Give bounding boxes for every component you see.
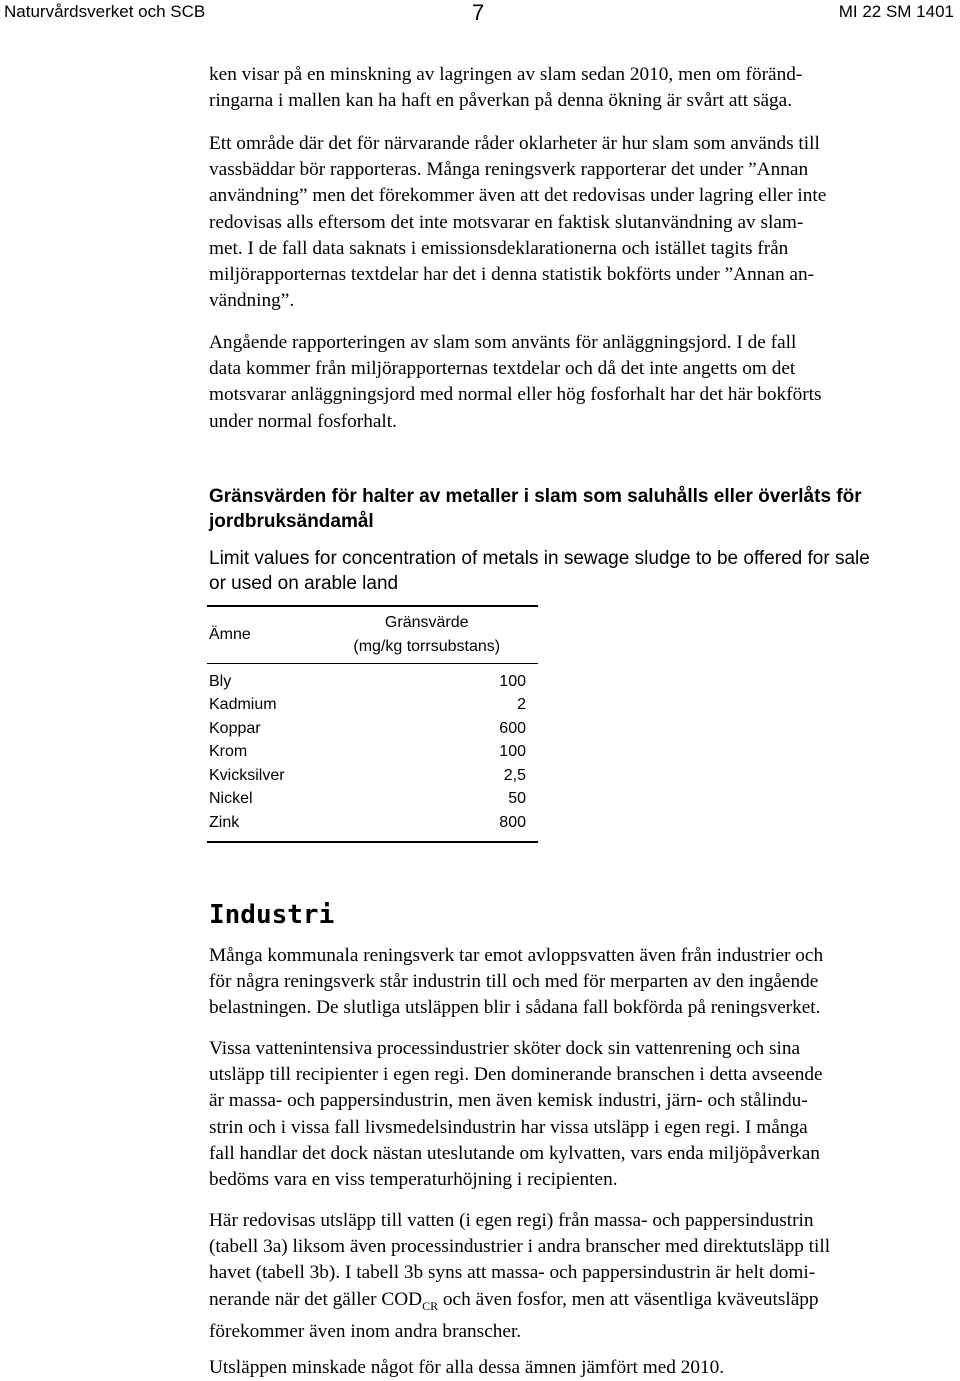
text-line: Ett område där det för närvarande råder oklarheter är hur slam som används till: [209, 133, 820, 154]
title-line: Limit values for concentration of metals in sewage sludge to be offered for sale: [209, 548, 870, 569]
text-line: Utsläppen minskade något för alla dessa ämnen jämfört med 2010.: [209, 1357, 725, 1378]
text-line: för några reningsverk står industrin till och med för merparten av den ingående: [209, 971, 819, 993]
text-line: belastningen. De slutliga utsläppen blir i sådana fall bokförda på reningsverket.: [209, 997, 821, 1019]
paragraph-top-2: [209, 131, 955, 314]
table-row: [207, 764, 538, 788]
table-row: [207, 811, 538, 835]
text-line: användning” men det förekommer även att det redovisas under lagring eller inte: [209, 185, 827, 207]
table-row: [207, 717, 538, 741]
text-line: (tabell 3a) liksom även processindustrier i andra branscher med direktutsläpp till: [209, 1236, 831, 1258]
title-line: or used on arable land: [209, 573, 399, 594]
title-line: Gränsvärden för halter av metaller i slam som saluhålls eller överlåts för: [209, 486, 862, 507]
substance-cell: Zink: [209, 813, 240, 831]
industri-paragraph-2: [209, 1036, 955, 1193]
text-line: Här redovisas utsläpp till vatten (i egen regi) från massa- och pappersindustrin: [209, 1210, 814, 1231]
column-header-limit: [325, 607, 538, 663]
cod-text-after: och även fosfor, men att väsentliga kväveutsläpp: [438, 1288, 819, 1310]
industri-paragraph-1: [209, 943, 955, 1022]
text-line: vändning”.: [209, 290, 295, 312]
text-line: under normal fosforhalt.: [209, 410, 397, 432]
paragraph-top-1: [209, 62, 955, 114]
industri-paragraph-4: [209, 1355, 955, 1381]
limit-values-table: [207, 605, 538, 843]
table-title-sv: [209, 484, 949, 534]
substance-cell: Koppar: [209, 719, 261, 737]
value-cell: 2,5: [503, 766, 526, 784]
text-line: är massa- och pappersindustrin, men även kemisk industri, järn- och stålindu-: [209, 1090, 808, 1112]
page-number: 7: [472, 0, 485, 25]
value-cell: 800: [499, 813, 526, 831]
text-line: motsvarar anläggningsjord med normal eller hög fosforhalt har det här bokförts: [209, 384, 822, 406]
paragraph-top-3: [209, 330, 955, 435]
substance-cell: Bly: [209, 672, 232, 690]
substance-cell: Kadmium: [209, 696, 277, 714]
text-line: vassbäddar bör rapporteras. Många reningsverk rapporterar det under ”Annan: [209, 159, 809, 181]
column-header-limit-line2: (mg/kg torrsubstans): [353, 638, 501, 655]
cod-subscript: CR: [422, 1298, 439, 1313]
column-header-substance: Ämne: [209, 626, 251, 643]
text-line: Vissa vattenintensiva processindustrier sköter dock sin vattenrening och sina: [209, 1038, 801, 1059]
industri-paragraph-3: [209, 1208, 955, 1345]
value-cell: 600: [499, 719, 526, 737]
substance-cell: Kvicksilver: [209, 766, 285, 784]
value-cell: 100: [499, 672, 526, 690]
header-right: MI 22 SM 1401: [838, 2, 954, 21]
text-line: data kommer från miljörapporternas textdelar och då det inte angetts om det: [209, 358, 796, 380]
header-left: Naturvårdsverket och SCB: [4, 2, 206, 21]
title-line: jordbruksändamål: [209, 511, 374, 532]
text-line: ken visar på en minskning av lagringen av slam sedan 2010, men om föränd-: [209, 64, 803, 85]
substance-cell: Krom: [209, 743, 248, 761]
table-row: [207, 694, 538, 718]
value-cell: 50: [508, 790, 526, 808]
text-line: miljörapporternas textdelar har det i denna statistik bokförts under ”Annan an-: [209, 264, 815, 286]
text-line: Många kommunala reningsverk tar emot avloppsvatten även från industrier och: [209, 945, 824, 966]
table-row: [207, 788, 538, 812]
text-line: fall handlar det dock nästan uteslutande om kylvatten, vars enda miljöpåverkan: [209, 1142, 820, 1164]
value-cell: 100: [499, 743, 526, 761]
text-line: redovisas alls eftersom det inte motsvarar en faktisk slutanvändning av slam-: [209, 211, 804, 233]
section-heading-industri: Industri: [209, 900, 335, 930]
substance-cell: Nickel: [209, 790, 253, 808]
text-line: utsläpp till recipienter i egen regi. Den dominerande branschen i detta avseende: [209, 1064, 823, 1086]
cod-text: nerande när det gäller COD: [209, 1288, 423, 1310]
column-header-limit-line1: Gränsvärde: [384, 614, 469, 631]
text-line: ringarna i mallen kan ha haft en påverkan på denna ökning är svårt att säga.: [209, 90, 793, 112]
table-row: [207, 670, 538, 694]
text-line: bedöms vara en viss temperaturhöjning i recipienten.: [209, 1169, 618, 1191]
text-line: Angående rapporteringen av slam som använts för anläggningsjord. I de fall: [209, 332, 797, 353]
value-cell: 2: [517, 696, 526, 714]
text-line: met. I de fall data saknats i emissionsdeklarationerna och istället tagits från: [209, 237, 789, 259]
table-row: [207, 741, 538, 765]
text-line: strin och i vissa fall livsmedelsindustrin har vissa utsläpp i egen regi. I många: [209, 1116, 808, 1138]
text-line: förekommer även inom andra branscher.: [209, 1320, 522, 1342]
text-line: havet (tabell 3b). I tabell 3b syns att massa- och pappersindustrin är helt domi-: [209, 1262, 816, 1284]
text-line: [209, 1287, 955, 1319]
table-title-en: [209, 546, 949, 596]
